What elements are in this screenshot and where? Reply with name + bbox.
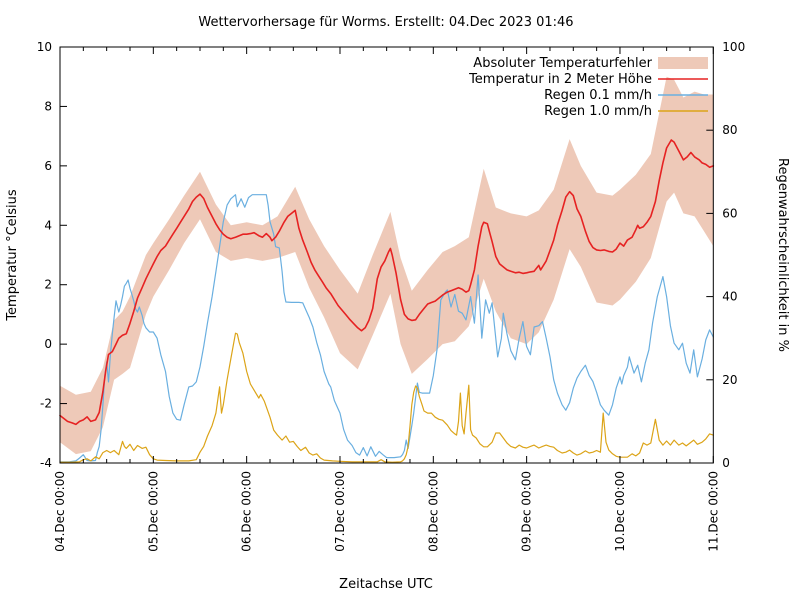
legend-label-temperature: Temperatur in 2 Meter Höhe — [469, 72, 652, 87]
temperature-error-band — [60, 77, 713, 454]
x-tick-label: 11.Dec 00:00 — [706, 471, 721, 552]
error-band-swatch — [658, 57, 708, 69]
x-axis-label: Zeitachse UTC — [339, 577, 433, 592]
x-tick-label: 10.Dec 00:00 — [612, 471, 627, 552]
x-tick-label: 05.Dec 00:00 — [146, 471, 161, 552]
y-right-axis-label: Regenwahrscheinlichkeit in % — [775, 158, 790, 352]
y-left-tick-label: 8 — [44, 99, 52, 114]
y-right-tick-label: 20 — [722, 372, 738, 387]
y-left-tick-label: -4 — [40, 456, 52, 470]
y-right-tick-label: 40 — [722, 289, 738, 304]
y-left-tick-label: 0 — [44, 337, 52, 352]
legend-label-rain01: Regen 0.1 mm/h — [544, 88, 652, 103]
legend-label-error-band: Absoluter Temperaturfehler — [473, 56, 652, 71]
y-left-tick-label: -2 — [40, 396, 52, 411]
x-tick-label: 04.Dec 00:00 — [53, 471, 67, 552]
y-left-tick-label: 4 — [44, 218, 52, 233]
y-left-tick-label: 2 — [44, 277, 52, 292]
legend-label-rain10: Regen 1.0 mm/h — [544, 104, 652, 119]
y-left-tick-label: 10 — [36, 40, 52, 54]
y-right-tick-label: 0 — [722, 456, 730, 470]
x-tick-label: 09.Dec 00:00 — [519, 471, 534, 552]
y-left-axis-label: Temperatur °Celsius — [5, 189, 20, 321]
y-left-tick-label: 6 — [44, 158, 52, 173]
x-tick-label: 07.Dec 00:00 — [332, 471, 347, 552]
y-right-tick-label: 100 — [722, 40, 746, 54]
x-tick-label: 08.Dec 00:00 — [426, 471, 441, 552]
y-right-tick-label: 80 — [722, 123, 738, 138]
x-tick-label: 06.Dec 00:00 — [239, 471, 254, 552]
chart-title: Wettervorhersage für Worms. Erstellt: 04.Dec 2023 01:46 — [198, 15, 574, 30]
y-right-tick-label: 60 — [722, 206, 738, 221]
rain10-line — [60, 333, 713, 462]
